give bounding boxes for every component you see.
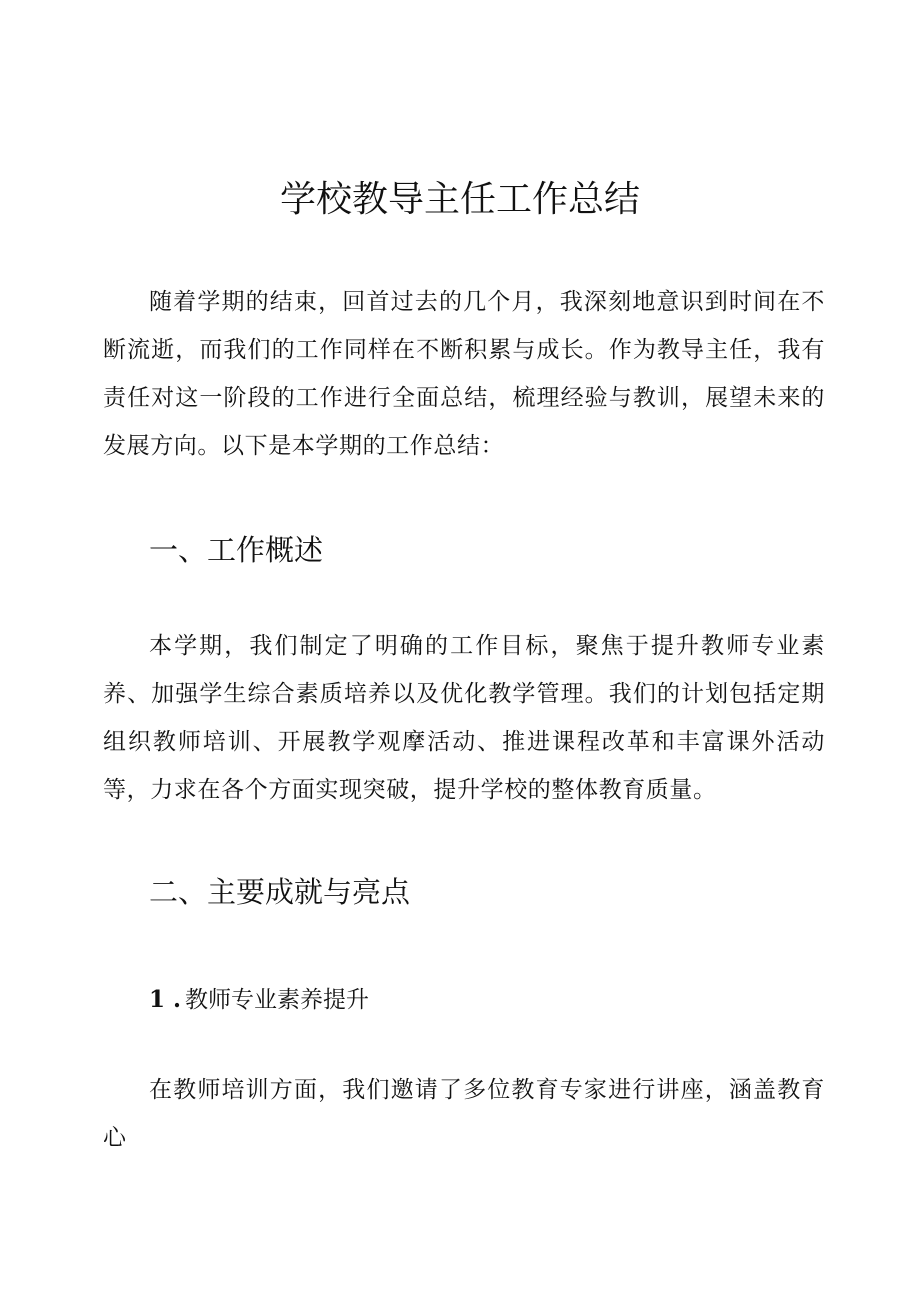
section-heading-overview: 一、工作概述 [149,533,324,567]
section-heading-achievements: 二、主要成就与亮点 [149,875,411,909]
document-title: 学校教导主任工作总结 [279,179,640,220]
teacher-training-paragraph: 在教师培训方面，我们邀请了多位教育专家进行讲座，涵盖教育心 [103,1077,825,1151]
subsection-heading-teacher-development [149,978,369,1022]
subsection-title: 教师专业素养提升 [185,987,370,1013]
intro-paragraph: 随着学期的结束，回首过去的几个月，我深刻地意识到时间在不断流逝，而我们的工作同样在不断积累与成长。作为教导主任，我有责任对这一阶段的工作进行全面总结，梳理经验与教训，展望未来的发展方向。以下是本学期的工作总结： [103,289,825,459]
overview-paragraph: 本学期，我们制定了明确的工作目标，聚焦于提升教师专业素养、加强学生综合素质培养以及优化教学管理。我们的计划包括定期组织教师培训、开展教学观摩活动、推进课程改革和丰富课外活动等，力求在各个方面实现突破，提升学校的整体教育质量。 [103,633,825,803]
subsection-number: 1 . [149,986,182,1013]
